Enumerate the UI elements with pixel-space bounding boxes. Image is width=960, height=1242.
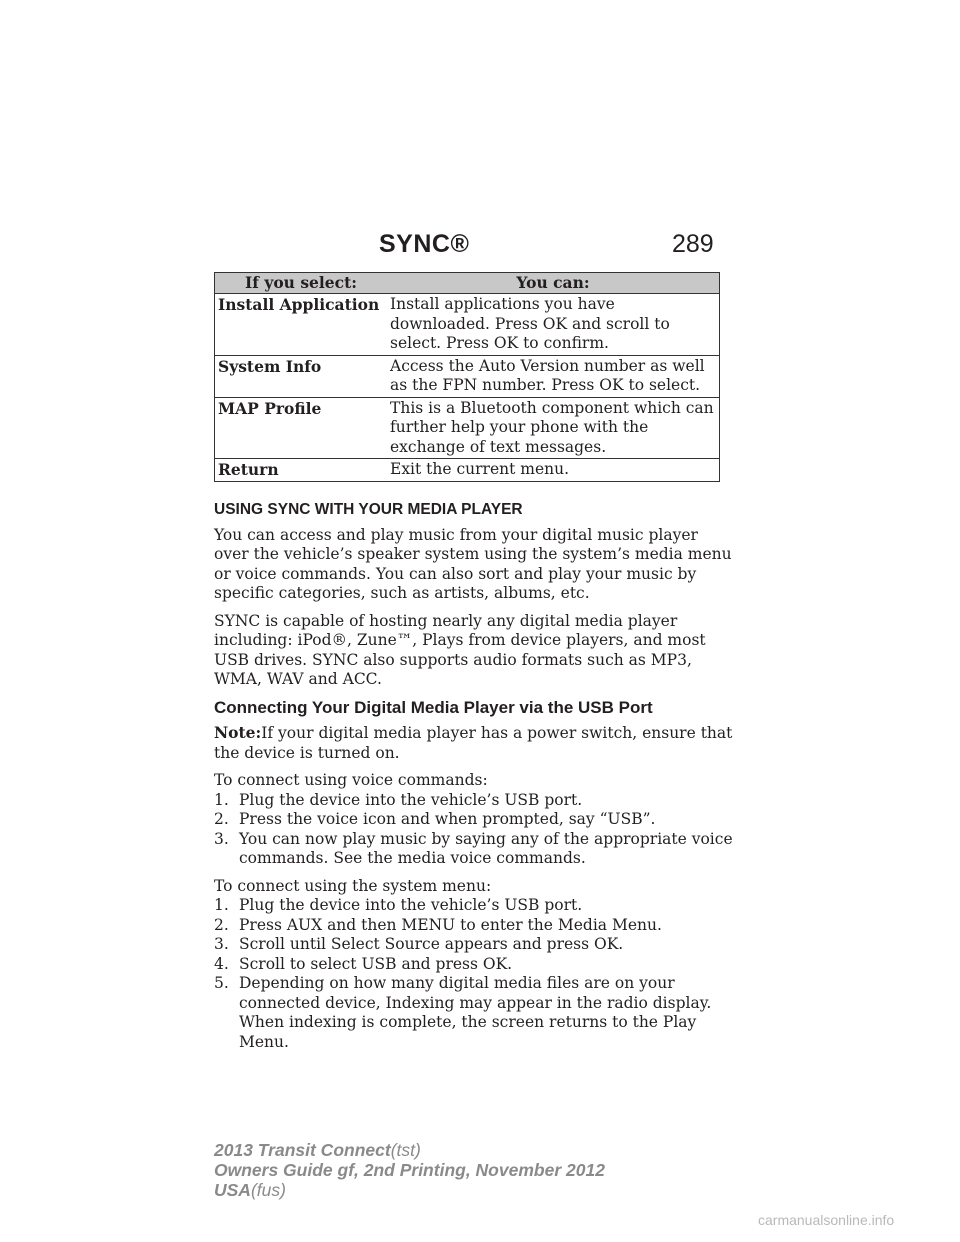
table-cell-select: MAP Profile <box>215 397 388 459</box>
column-header-select: If you select: <box>215 273 388 294</box>
list-item: 3. You can now play music by saying any of the appropriate voice commands. See the media voice commands. <box>214 829 733 867</box>
page-number: 289 <box>672 230 714 258</box>
table-cell-select: Install Application <box>215 294 388 356</box>
table-cell-can: Install applications you have downloaded. Press OK and scroll to select. Press OK to confirm. <box>387 294 720 356</box>
table-cell-select: System Info <box>215 355 388 397</box>
options-table <box>214 272 720 482</box>
column-header-can: You can: <box>387 273 720 294</box>
list-item: 3. Scroll until Select Source appears and press OK. <box>214 935 624 953</box>
list-item: 2. Press AUX and then MENU to enter the Media Menu. <box>214 915 662 934</box>
list-item: 4. Scroll to select USB and press OK. <box>214 954 513 973</box>
menu-steps-list <box>214 896 734 1052</box>
footer-line-1: 2013 Transit Connect(tst) <box>214 1140 421 1160</box>
table-row <box>215 294 720 356</box>
list-item: 2. Press the voice icon and when prompted, say “USB”. <box>214 810 656 828</box>
footer-line-3: USA(fus) <box>214 1180 286 1200</box>
menu-intro: To connect using the system menu: <box>214 876 492 895</box>
section-heading: USING SYNC WITH YOUR MEDIA PLAYER <box>214 501 523 518</box>
note-label: Note: <box>214 723 262 742</box>
table-row <box>215 459 720 482</box>
table-row <box>215 397 720 459</box>
note-paragraph <box>214 723 734 763</box>
table-cell-can: Access the Auto Version number as well as the FPN number. Press OK to select. <box>387 355 720 397</box>
paragraph: You can access and play music from your digital music player over the vehicle’s speaker system using the system’s media menu or voice commands. You can also sort and play your music by specific categories, such as artists, albums, etc. <box>214 525 732 602</box>
footer <box>214 1140 605 1200</box>
list-item: 1. Plug the device into the vehicle’s USB port. <box>214 896 583 914</box>
watermark: carmanualsonline.info <box>758 1212 895 1228</box>
note-text: If your digital media player has a power switch, ensure that the device is turned on. <box>214 724 733 762</box>
table-cell-select: Return <box>215 459 388 482</box>
table-cell-can: Exit the current menu. <box>387 459 720 482</box>
table-row <box>215 355 720 397</box>
voice-intro: To connect using voice commands: <box>214 771 488 789</box>
page-title: SYNC® <box>379 230 470 258</box>
footer-line-2: Owners Guide gf, 2nd Printing, November 2012 <box>214 1160 605 1180</box>
table-header-row <box>215 273 720 294</box>
subsection-heading: Connecting Your Digital Media Player via the USB Port <box>214 697 653 717</box>
list-item: 5. Depending on how many digital media files are on your connected device, Indexing may appear in the radio display. When indexing is complete, the screen returns to the Play Menu. <box>214 974 712 1051</box>
list-item: 1. Plug the device into the vehicle’s USB port. <box>214 790 583 809</box>
table-cell-can: This is a Bluetooth component which can further help your phone with the exchange of text messages. <box>387 397 720 459</box>
paragraph: SYNC is capable of hosting nearly any digital media player including: iPod®, Zune™, Plays from device players, and most USB drives. SYNC also supports audio formats such as MP3, WMA, WAV and ACC. <box>214 611 706 688</box>
body-content <box>214 500 734 1060</box>
voice-steps-list <box>214 791 734 869</box>
